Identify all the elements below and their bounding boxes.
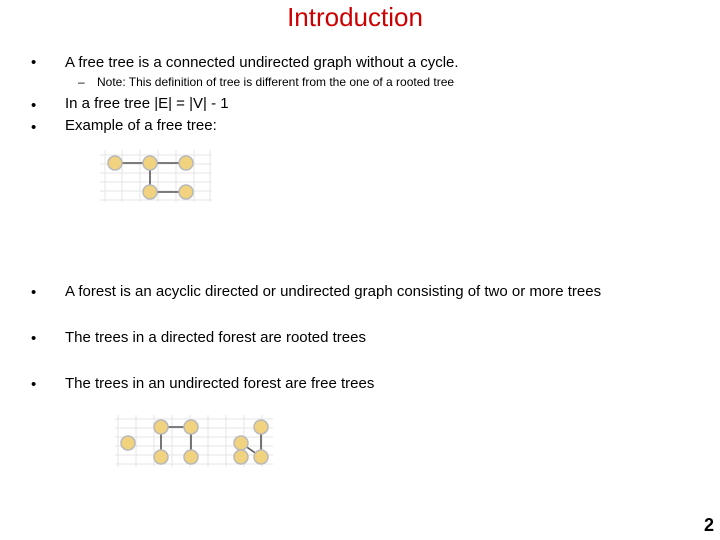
bullet-undirected-forest: The trees in an undirected forest are free trees (65, 375, 375, 392)
slide-number: 2 (703, 515, 714, 535)
tree-node (179, 156, 193, 170)
forest-node (184, 420, 198, 434)
forest-node (154, 450, 168, 464)
bullet-edge-count: In a free tree |E| = |V| - 1 (65, 95, 229, 112)
forest-node (254, 450, 268, 464)
forest-node (234, 450, 248, 464)
bullet-forest-definition: A forest is an acyclic directed or undirected graph consisting of two or more trees (65, 283, 602, 300)
forest-node (121, 436, 135, 450)
bullet-free-tree-definition: A free tree is a connected undirected graph without a cycle. (65, 54, 459, 71)
tree-node (143, 156, 157, 170)
forest-node (254, 420, 268, 434)
bullet-directed-forest: The trees in a directed forest are rooted trees (65, 329, 366, 346)
tree-node (179, 185, 193, 199)
sub-bullet-note: Note: This definition of tree is different from the one of a rooted tree (97, 75, 455, 89)
forest-node (234, 436, 248, 450)
bullet-marker: • (31, 97, 37, 114)
bullet-marker: • (31, 376, 37, 393)
forest-node (184, 450, 198, 464)
bullet-example-label: Example of a free tree: (65, 117, 217, 134)
page-title: Introduction (287, 2, 423, 32)
free-tree-diagram (100, 150, 215, 205)
sub-bullet-dash: – (78, 75, 85, 89)
tree-node (108, 156, 122, 170)
bullet-marker: • (31, 284, 37, 301)
forest-diagram (115, 415, 275, 470)
bullet-marker: • (31, 119, 37, 136)
forest-node (154, 420, 168, 434)
bullet-marker: • (31, 54, 37, 71)
bullet-marker: • (31, 330, 37, 347)
tree-node (143, 185, 157, 199)
